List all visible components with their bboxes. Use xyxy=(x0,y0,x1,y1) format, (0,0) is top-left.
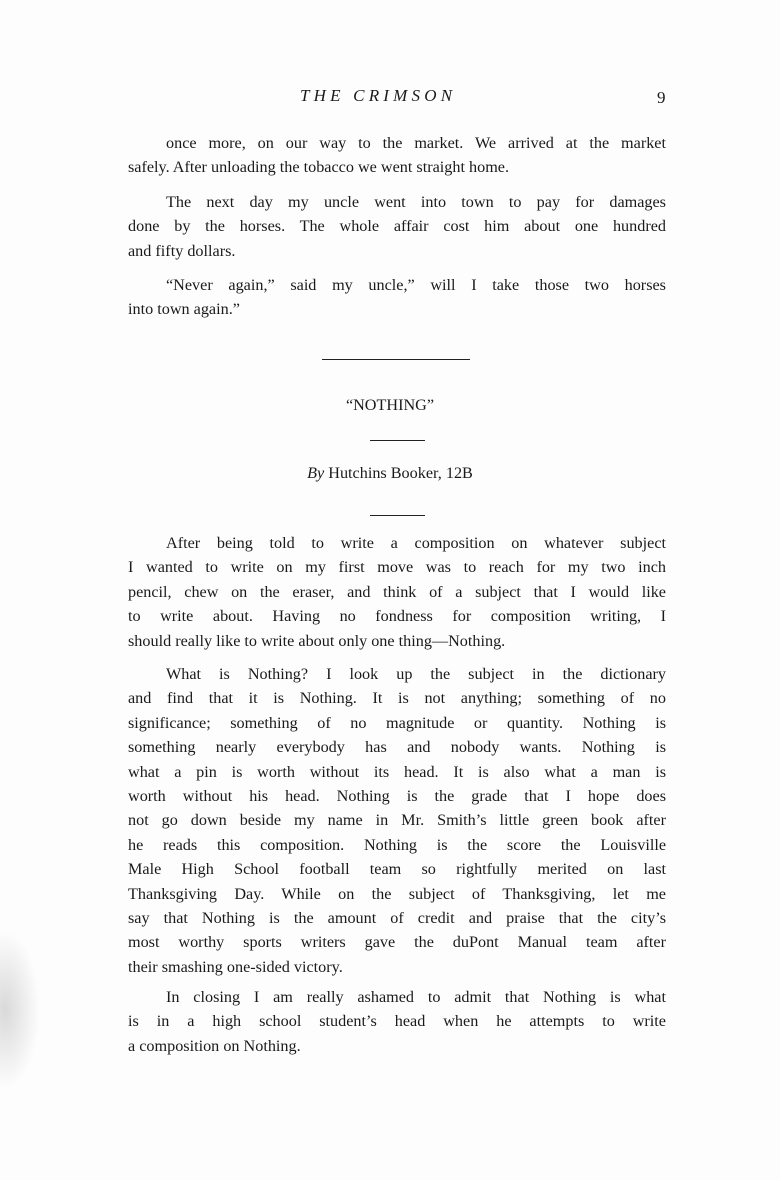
text-line: say that Nothing is the amount of credit and praise that the city’s xyxy=(128,909,666,927)
text-line: and find that it is Nothing. It is not anything; something of no xyxy=(128,689,666,708)
text-line: to write about. Having no fondness for composition writing, I xyxy=(128,607,666,626)
byline xyxy=(0,464,780,483)
text-line: something nearly everybody has and nobody wants. Nothing is xyxy=(128,738,666,757)
text-line: into town again.” xyxy=(128,300,240,319)
article-title: “NOTHING” xyxy=(345,396,435,414)
scan-shadow xyxy=(0,930,40,1090)
running-header xyxy=(0,86,780,110)
text-line: done by the horses. The whole affair cost him about one hundred xyxy=(128,217,666,236)
text-line: what a pin is worth without its head. It is also what a man is xyxy=(128,762,666,781)
text-line: safely. After unloading the tobacco we went straight home. xyxy=(128,158,510,177)
running-title: THE CRIMSON xyxy=(300,86,457,105)
text-line: is in a high school student’s head when he attempts to write xyxy=(128,1012,666,1031)
byline-prefix: By xyxy=(307,464,325,482)
text-line: their smashing one-sided victory. xyxy=(128,957,343,976)
text-line: “Never again,” said my uncle,” will I take those two horses xyxy=(166,276,666,294)
text-line: most worthy sports writers gave the duPont Manual team after xyxy=(128,933,666,952)
text-line: once more, on our way to the market. We arrived at the market xyxy=(166,134,666,152)
byline-rule xyxy=(370,515,425,516)
text-line: significance; something of no magnitude or quantity. Nothing is xyxy=(128,713,666,732)
text-line: In closing I am really ashamed to admit that Nothing is what xyxy=(166,988,666,1006)
text-line: should really like to write about only one thing—Nothing. xyxy=(128,631,506,650)
text-line: he reads this composition. Nothing is the score the Louisville xyxy=(128,835,666,854)
text-line: After being told to write a composition on whatever subject xyxy=(166,534,666,552)
text-line: pencil, chew on the eraser, and think of a subject that I would like xyxy=(128,582,666,601)
byline-author: Hutchins Booker, 12B xyxy=(328,464,473,482)
text-line: What is Nothing? I look up the subject in the dictionary xyxy=(166,665,666,683)
text-line: worth without his head. Nothing is the grade that I hope does xyxy=(128,787,666,805)
text-line: and fifty dollars. xyxy=(128,241,236,260)
title-rule xyxy=(370,440,425,441)
page-number: 9 xyxy=(657,88,666,107)
section-divider xyxy=(322,359,470,360)
text-line: a composition on Nothing. xyxy=(128,1036,301,1055)
text-line: Male High School football team so rightfully merited on last xyxy=(128,860,666,879)
text-line: not go down beside my name in Mr. Smith’s little green book after xyxy=(128,811,666,830)
text-line: I wanted to write on my first move was to reach for my two inch xyxy=(128,558,666,577)
text-line: The next day my uncle went into town to pay for damages xyxy=(166,193,666,211)
text-line: Thanksgiving Day. While on the subject of Thanksgiving, let me xyxy=(128,884,666,903)
